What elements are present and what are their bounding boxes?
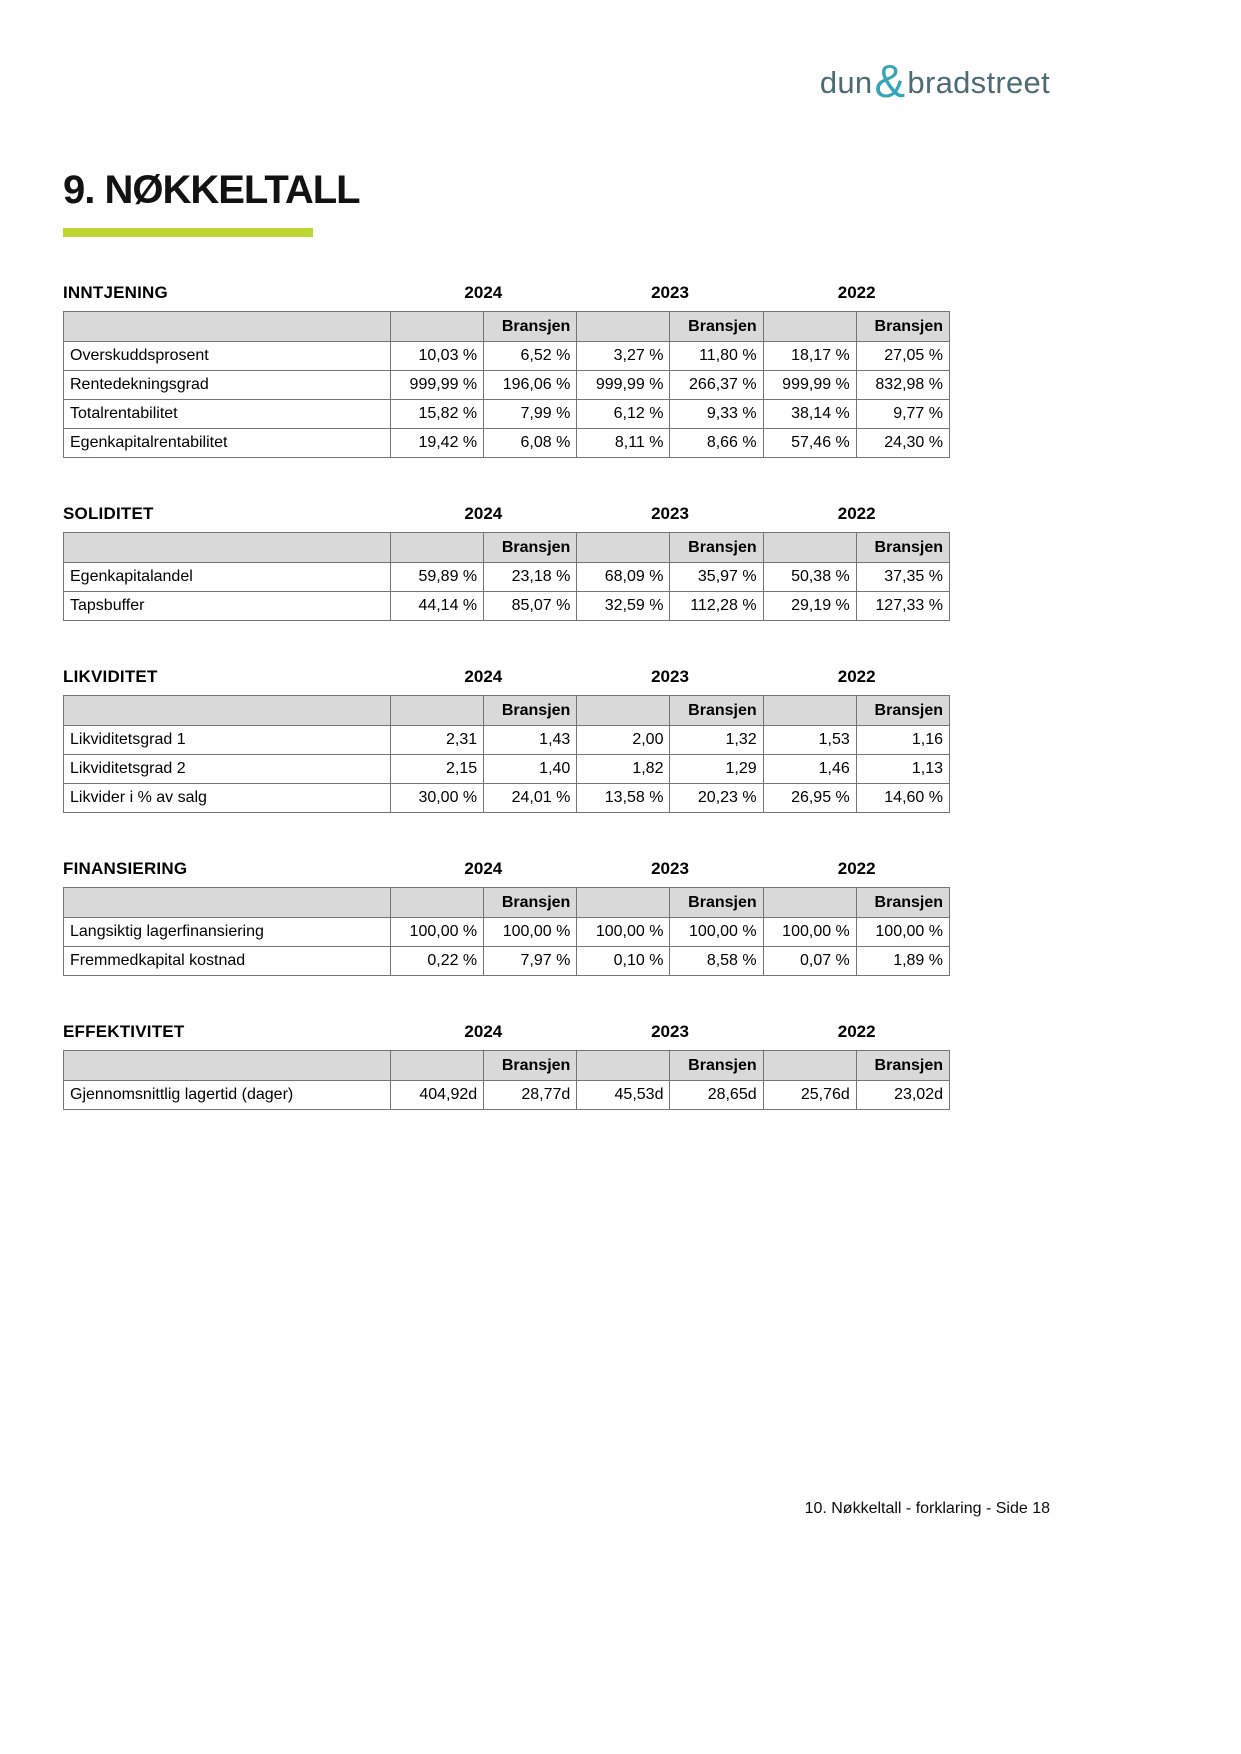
- value-cell: 6,08 %: [484, 429, 577, 458]
- header-empty-cell: [64, 312, 391, 342]
- section-head: [63, 283, 950, 303]
- table-row: [64, 563, 950, 592]
- value-cell: 68,09 %: [577, 563, 670, 592]
- value-cell: 404,92d: [391, 1081, 484, 1110]
- value-cell: 832,98 %: [856, 371, 949, 400]
- kpi-tables-container: [63, 283, 1241, 1110]
- section-head: [63, 667, 950, 687]
- row-label: Likvider i % av salg: [64, 784, 391, 813]
- value-cell: 1,82: [577, 755, 670, 784]
- value-cell: 196,06 %: [484, 371, 577, 400]
- year-label: 2023: [651, 667, 689, 686]
- year-label: 2023: [651, 859, 689, 878]
- value-cell: 8,11 %: [577, 429, 670, 458]
- logo-text-bradstreet: bradstreet: [907, 65, 1050, 100]
- value-cell: 57,46 %: [763, 429, 856, 458]
- value-cell: 15,82 %: [391, 400, 484, 429]
- value-cell: 1,29: [670, 755, 763, 784]
- header-empty-cell: [763, 312, 856, 342]
- table-row: [64, 1081, 950, 1110]
- value-cell: 23,02d: [856, 1081, 949, 1110]
- value-cell: 1,32: [670, 726, 763, 755]
- table-row: [64, 592, 950, 621]
- ampersand-icon: &: [874, 55, 906, 107]
- value-cell: 100,00 %: [670, 918, 763, 947]
- header-empty-cell: [577, 696, 670, 726]
- kpi-section: [63, 504, 1241, 621]
- header-empty-cell: [64, 888, 391, 918]
- value-cell: 100,00 %: [763, 918, 856, 947]
- kpi-section: [63, 859, 1241, 976]
- bransjen-header: Bransjen: [670, 312, 763, 342]
- value-cell: 2,00: [577, 726, 670, 755]
- value-cell: 28,77d: [484, 1081, 577, 1110]
- logo-text-dun: dun: [819, 65, 873, 100]
- value-cell: 6,12 %: [577, 400, 670, 429]
- value-cell: 999,99 %: [391, 371, 484, 400]
- value-cell: 35,97 %: [670, 563, 763, 592]
- value-cell: 1,46: [763, 755, 856, 784]
- value-cell: 999,99 %: [577, 371, 670, 400]
- value-cell: 9,33 %: [670, 400, 763, 429]
- table-header-row: [64, 533, 950, 563]
- bransjen-header: Bransjen: [484, 1051, 577, 1081]
- bransjen-header: Bransjen: [670, 696, 763, 726]
- value-cell: 7,97 %: [484, 947, 577, 976]
- table-row: [64, 918, 950, 947]
- year-label: 2022: [837, 504, 876, 523]
- year-label: 2024: [464, 1022, 503, 1041]
- bransjen-header: Bransjen: [856, 312, 949, 342]
- value-cell: 100,00 %: [484, 918, 577, 947]
- table-header-row: [64, 312, 950, 342]
- value-cell: 9,77 %: [856, 400, 949, 429]
- value-cell: 3,27 %: [577, 342, 670, 371]
- row-label: Overskuddsprosent: [64, 342, 391, 371]
- kpi-table: [63, 311, 950, 458]
- row-label: Rentedekningsgrad: [64, 371, 391, 400]
- header-empty-cell: [577, 533, 670, 563]
- value-cell: 999,99 %: [763, 371, 856, 400]
- value-cell: 37,35 %: [856, 563, 949, 592]
- row-label: Likviditetsgrad 1: [64, 726, 391, 755]
- value-cell: 1,13: [856, 755, 949, 784]
- section-title: INNTJENING: [63, 283, 168, 302]
- table-row: [64, 342, 950, 371]
- header-empty-cell: [391, 888, 484, 918]
- value-cell: 112,28 %: [670, 592, 763, 621]
- bransjen-header: Bransjen: [484, 888, 577, 918]
- value-cell: 10,03 %: [391, 342, 484, 371]
- value-cell: 0,10 %: [577, 947, 670, 976]
- kpi-section: [63, 667, 1241, 813]
- bransjen-header: Bransjen: [856, 1051, 949, 1081]
- table-row: [64, 400, 950, 429]
- value-cell: 44,14 %: [391, 592, 484, 621]
- value-cell: 28,65d: [670, 1081, 763, 1110]
- row-label: Fremmedkapital kostnad: [64, 947, 391, 976]
- value-cell: 24,01 %: [484, 784, 577, 813]
- value-cell: 13,58 %: [577, 784, 670, 813]
- row-label: Gjennomsnittlig lagertid (dager): [64, 1081, 391, 1110]
- row-label: Totalrentabilitet: [64, 400, 391, 429]
- value-cell: 29,19 %: [763, 592, 856, 621]
- table-row: [64, 755, 950, 784]
- value-cell: 1,89 %: [856, 947, 949, 976]
- header-empty-cell: [391, 1051, 484, 1081]
- value-cell: 7,99 %: [484, 400, 577, 429]
- bransjen-header: Bransjen: [856, 533, 949, 563]
- section-head: [63, 859, 950, 879]
- table-row: [64, 429, 950, 458]
- bransjen-header: Bransjen: [484, 533, 577, 563]
- value-cell: 25,76d: [763, 1081, 856, 1110]
- header-empty-cell: [763, 696, 856, 726]
- page-footer: 10. Nøkkeltall - forklaring - Side 18: [804, 1500, 1050, 1517]
- table-header-row: [64, 888, 950, 918]
- bransjen-header: Bransjen: [670, 533, 763, 563]
- year-label: 2023: [651, 504, 689, 523]
- kpi-table: [63, 1050, 950, 1110]
- year-label: 2023: [651, 283, 689, 302]
- value-cell: 85,07 %: [484, 592, 577, 621]
- row-label: Egenkapitalrentabilitet: [64, 429, 391, 458]
- section-title: SOLIDITET: [63, 504, 154, 523]
- value-cell: 8,58 %: [670, 947, 763, 976]
- header-empty-cell: [64, 533, 391, 563]
- row-label: Langsiktig lagerfinansiering: [64, 918, 391, 947]
- header-empty-cell: [577, 1051, 670, 1081]
- value-cell: 1,40: [484, 755, 577, 784]
- value-cell: 18,17 %: [763, 342, 856, 371]
- row-label: Likviditetsgrad 2: [64, 755, 391, 784]
- dun-bradstreet-logo: [819, 55, 1050, 107]
- value-cell: 24,30 %: [856, 429, 949, 458]
- value-cell: 8,66 %: [670, 429, 763, 458]
- year-label: 2023: [651, 1022, 689, 1041]
- page-title: 9. NØKKELTALL: [63, 168, 360, 212]
- value-cell: 19,42 %: [391, 429, 484, 458]
- row-label: Tapsbuffer: [64, 592, 391, 621]
- value-cell: 20,23 %: [670, 784, 763, 813]
- table-row: [64, 726, 950, 755]
- header-empty-cell: [763, 1051, 856, 1081]
- value-cell: 45,53d: [577, 1081, 670, 1110]
- section-head: [63, 1022, 950, 1042]
- year-label: 2024: [464, 859, 503, 878]
- table-row: [64, 947, 950, 976]
- value-cell: 38,14 %: [763, 400, 856, 429]
- bransjen-header: Bransjen: [856, 696, 949, 726]
- bransjen-header: Bransjen: [670, 1051, 763, 1081]
- section-title: FINANSIERING: [63, 859, 188, 878]
- header-empty-cell: [763, 533, 856, 563]
- value-cell: 32,59 %: [577, 592, 670, 621]
- value-cell: 27,05 %: [856, 342, 949, 371]
- header-empty-cell: [577, 888, 670, 918]
- header-empty-cell: [391, 533, 484, 563]
- value-cell: 100,00 %: [577, 918, 670, 947]
- value-cell: 6,52 %: [484, 342, 577, 371]
- kpi-table: [63, 887, 950, 976]
- value-cell: 1,53: [763, 726, 856, 755]
- year-label: 2022: [837, 1022, 876, 1041]
- kpi-table: [63, 532, 950, 621]
- value-cell: 14,60 %: [856, 784, 949, 813]
- table-row: [64, 371, 950, 400]
- year-label: 2024: [464, 504, 503, 523]
- kpi-table: [63, 695, 950, 813]
- value-cell: 2,15: [391, 755, 484, 784]
- section-head: [63, 504, 950, 524]
- value-cell: 100,00 %: [856, 918, 949, 947]
- value-cell: 23,18 %: [484, 563, 577, 592]
- row-label: Egenkapitalandel: [64, 563, 391, 592]
- table-header-row: [64, 696, 950, 726]
- header-empty-cell: [64, 696, 391, 726]
- value-cell: 0,22 %: [391, 947, 484, 976]
- value-cell: 11,80 %: [670, 342, 763, 371]
- year-label: 2024: [464, 667, 503, 686]
- bransjen-header: Bransjen: [856, 888, 949, 918]
- header-empty-cell: [577, 312, 670, 342]
- year-label: 2022: [837, 283, 876, 302]
- value-cell: 127,33 %: [856, 592, 949, 621]
- header-empty-cell: [64, 1051, 391, 1081]
- year-label: 2022: [837, 667, 876, 686]
- accent-bar: [63, 228, 313, 237]
- value-cell: 2,31: [391, 726, 484, 755]
- header-empty-cell: [391, 696, 484, 726]
- bransjen-header: Bransjen: [484, 312, 577, 342]
- value-cell: 1,43: [484, 726, 577, 755]
- value-cell: 0,07 %: [763, 947, 856, 976]
- value-cell: 100,00 %: [391, 918, 484, 947]
- header-empty-cell: [763, 888, 856, 918]
- value-cell: 59,89 %: [391, 563, 484, 592]
- section-title: EFFEKTIVITET: [63, 1022, 185, 1041]
- year-label: 2022: [837, 859, 876, 878]
- year-label: 2024: [464, 283, 503, 302]
- header-empty-cell: [391, 312, 484, 342]
- value-cell: 30,00 %: [391, 784, 484, 813]
- value-cell: 1,16: [856, 726, 949, 755]
- value-cell: 26,95 %: [763, 784, 856, 813]
- kpi-section: [63, 283, 1241, 458]
- kpi-section: [63, 1022, 1241, 1110]
- value-cell: 266,37 %: [670, 371, 763, 400]
- table-header-row: [64, 1051, 950, 1081]
- section-title: LIKVIDITET: [63, 667, 158, 686]
- bransjen-header: Bransjen: [670, 888, 763, 918]
- value-cell: 50,38 %: [763, 563, 856, 592]
- table-row: [64, 784, 950, 813]
- bransjen-header: Bransjen: [484, 696, 577, 726]
